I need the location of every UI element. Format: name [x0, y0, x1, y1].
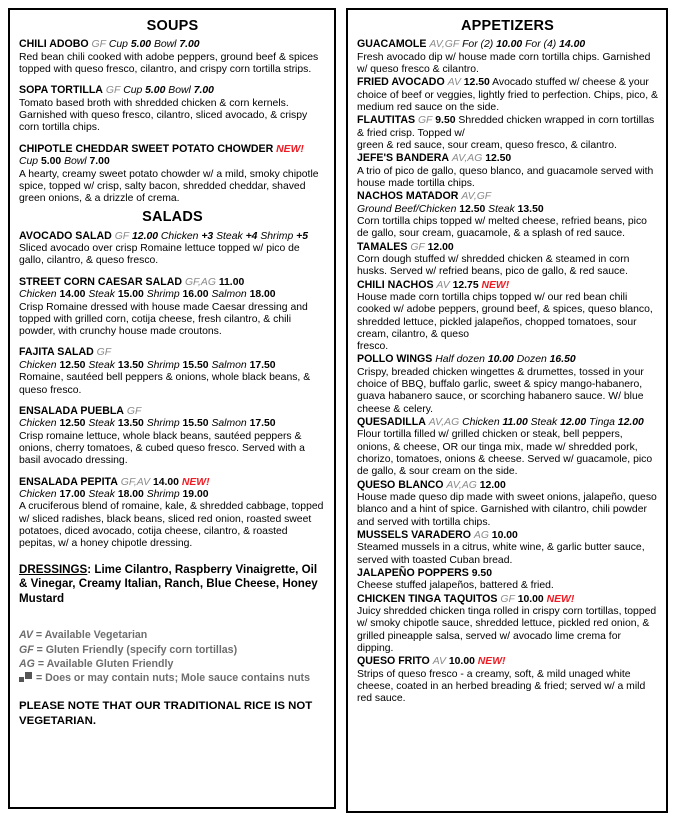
menu-item-description: Corn tortilla chips topped w/ melted cheese, refried beans, pico de gallo, sour cream, guacamole, & a splash of red sauce. — [357, 215, 647, 240]
dietary-code: GF — [96, 347, 112, 359]
dietary-code: GF — [410, 241, 425, 253]
menu-item-pricing: Cup 5.00 Bowl 7.00 — [108, 39, 200, 51]
menu-item-name: CHILI ADOBO — [19, 38, 89, 51]
menu-item-description: House made queso dip made with sweet onions, jalapeño, queso blanco and a hint of spice. Garnished with cilantro, chili powder and served with tortilla chips. — [357, 492, 657, 528]
dietary-code: GF,AV — [120, 476, 151, 488]
menu-item-subline: Chicken 12.50 Steak 13.50 Shrimp 15.50 Salmon 17.50 — [19, 418, 276, 430]
menu-item-chicken-tinga-taquitos — [357, 593, 658, 656]
dietary-code: GF — [114, 230, 130, 242]
dietary-code: AV,GF — [429, 39, 460, 51]
menu-item-name: CHILI NACHOS — [357, 278, 434, 291]
menu-item-pricing: Chicken 11.00 Steak 12.00 Tinga 12.00 — [462, 417, 644, 429]
menu-item-headline — [357, 479, 658, 492]
soups-item-list — [19, 38, 326, 205]
legend-row-gf — [19, 643, 326, 657]
salads-item-list — [19, 230, 326, 551]
dressings-list — [19, 563, 326, 607]
menu-item-name: AVOCADO SALAD — [19, 229, 112, 242]
menu-item-name: FAJITA SALAD — [19, 346, 94, 359]
menu-item-description: Romaine, sautéed bell peppers & onions, whole black beans, & queso fresco. — [19, 372, 311, 396]
menu-item-name: JEFE'S BANDERA — [357, 152, 449, 165]
menu-item-ensalada-pepita — [19, 476, 326, 551]
menu-item-guacamole — [357, 38, 658, 76]
menu-item-pricing: For (2) 10.00 For (4) 14.00 — [462, 39, 586, 51]
menu-item-description: Red bean chili cooked with adobe peppers, ground beef & spices topped with queso fresco, cilantro, and crispy corn tortilla strips. — [19, 51, 319, 76]
menu-item-avocado-salad — [19, 230, 326, 268]
menu-item-price: 11.00 — [218, 276, 245, 288]
menu-item-headline — [357, 114, 658, 140]
legend-row-av — [19, 628, 326, 642]
dietary-code: GF — [126, 405, 142, 417]
menu-item-description: Tomato based broth with shredded chicken & corn kernels. Garnished with queso fresco, cilantro, sliced avocado, & crispy corn tortilla chips. — [19, 97, 308, 134]
menu-item-subline: Chicken 17.00 Steak 18.00 Shrimp 19.00 — [19, 489, 209, 500]
menu-item-mussels-varadero — [357, 529, 658, 567]
legend-text-ag: = Available Gluten Friendly — [34, 657, 174, 670]
menu-item-name: FRIED AVOCADO — [357, 76, 445, 89]
menu-item-description: Crispy, breaded chicken wingettes & drumettes, tossed in your choice of BBQ, buffalo garlic, sweet & spicy mango-habanero, guava habanero sauce, or scorching habanero sauce. W/ blue cheese & celery. — [357, 366, 644, 415]
legend-row-ag — [19, 657, 326, 671]
menu-item-description: Fresh avocado dip w/ house made corn tortilla chips. Garnished w/ queso fresco & cilantro. — [357, 51, 651, 76]
menu-item-name: STREET CORN CAESAR SALAD — [19, 275, 183, 288]
menu-item-name: NACHOS MATADOR — [357, 190, 459, 203]
nut-squares-icon — [19, 672, 32, 682]
new-badge: NEW! — [181, 476, 210, 488]
menu-item-headline — [357, 76, 658, 114]
menu-item-description: Crisp Romaine dressed with house made Caesar dressing and topped with grilled corn, cotija cheese, fresh cilantro, & chili powder, with crunchy house made croutons. — [19, 301, 308, 338]
menu-item-price: 12.75 — [452, 279, 479, 291]
menu-item-subline: Chicken 12.50 Steak 13.50 Shrimp 15.50 Salmon 17.50 — [19, 359, 276, 371]
legend-row-nuts — [19, 671, 326, 685]
dressings-text: : Lime Cilantro, Raspberry Vinaigrette, Oil & Vinegar, Creamy Italian, Ranch, Blue Cheese, Honey Mustard — [19, 562, 318, 605]
menu-item-headline — [357, 567, 658, 580]
menu-item-headline — [357, 190, 658, 203]
menu-item-subline: Cup 5.00 Bowl 7.00 — [19, 156, 110, 168]
legend-abbr-av: AV — [19, 629, 33, 642]
menu-item-price: 9.50 — [471, 567, 492, 579]
dietary-code: GF — [105, 85, 121, 97]
menu-item-name: POLLO WINGS — [357, 353, 433, 366]
menu-item-price: 12.00 — [427, 241, 454, 253]
menu-item-headline — [357, 655, 658, 668]
menu-item-chipotle-cheddar-chowder — [19, 143, 326, 206]
menu-item-description: Cheese stuffed jalapeños, battered & fried. — [357, 580, 554, 592]
menu-item-fried-avocado — [357, 76, 658, 114]
legend-text-nuts: = Does or may contain nuts; Mole sauce contains nuts — [33, 671, 310, 684]
menu-item-headline — [19, 230, 326, 243]
menu-item-headline — [357, 279, 658, 292]
menu-item-name: JALAPEÑO POPPERS — [357, 566, 469, 579]
menu-item-price: 9.50 — [435, 115, 456, 127]
dressings-label: DRESSINGS — [19, 562, 88, 576]
menu-item-headline — [19, 84, 326, 97]
appetizers-panel — [346, 8, 668, 813]
menu-item-jefes-bandera — [357, 152, 658, 190]
menu-item-pricing: Cup 5.00 Bowl 7.00 — [123, 85, 214, 97]
menu-item-description: Strips of queso fresco - a creamy, soft, & mild unaged white cheese, coated in an herbed breading & fried; served w/ a mild red sauce. — [357, 668, 646, 705]
menu-item-description-cont: fresco. — [357, 341, 389, 353]
menu-item-price: 10.00 — [517, 593, 544, 605]
dietary-code: GF — [91, 39, 106, 51]
appetizers-item-list — [357, 38, 658, 705]
menu-item-chili-adobo — [19, 38, 326, 76]
menu-item-subline: Chicken 14.00 Steak 15.00 Shrimp 16.00 Salmon 18.00 — [19, 289, 276, 301]
soups-and-salads-panel — [8, 8, 336, 809]
section-heading-appetizers: APPETIZERS — [460, 18, 555, 34]
menu-item-description: Sliced avocado over crisp Romaine lettuce topped w/ pico de gallo, cilantro, & queso fresco. — [19, 243, 300, 267]
menu-item-headline — [19, 405, 326, 418]
menu-item-price: 14.00 — [152, 476, 179, 488]
dietary-code: AV — [436, 279, 450, 291]
menu-item-name: QUESO FRITO — [357, 655, 430, 668]
menu-item-headline — [19, 38, 326, 51]
menu-item-headline — [357, 38, 658, 51]
dietary-code: AG — [473, 529, 489, 541]
menu-item-tamales — [357, 241, 658, 279]
rice-notice: PLEASE NOTE THAT OUR TRADITIONAL RICE IS NOT VEGETARIAN. — [19, 700, 313, 727]
section-heading-soups: SOUPS — [146, 18, 199, 34]
menu-item-queso-blanco — [357, 479, 658, 529]
menu-item-description: Crisp romaine lettuce, whole black beans, sautéed peppers & onions, cherry tomatoes, & cubed queso fresco. Served with a basil avocado dressing. — [19, 430, 305, 467]
dietary-code: GF,AG — [184, 276, 216, 288]
legend-text-av: = Available Vegetarian — [32, 629, 148, 642]
menu-item-queso-frito — [357, 655, 658, 705]
legend-abbr-gf: GF — [19, 643, 34, 656]
dietary-code: AV,AG — [446, 479, 477, 491]
dietary-code: AV,AG — [451, 153, 483, 165]
new-badge: NEW! — [276, 143, 304, 155]
menu-item-description: Shredded chicken wrapped in corn tortillas & fried crisp. Topped w/ — [357, 115, 655, 139]
menu-item-pricing: 12.00 Chicken +3 Steak +4 Shrimp +5 — [132, 230, 308, 242]
menu-item-name: SOPA TORTILLA — [19, 84, 103, 97]
dietary-code: AV — [447, 77, 461, 89]
menu-item-street-corn-caesar-salad — [19, 276, 326, 339]
dietary-code: AV,GF — [461, 191, 492, 203]
menu-item-description: A hearty, creamy sweet potato chowder w/ a mild, smoky chipotle spice, topped w/ crisp, salty bacon, shredded cheddar, shaved green onions, & a drizzle of crema. — [19, 168, 319, 205]
menu-item-flautitas — [357, 114, 658, 152]
menu-item-chili-nachos — [357, 279, 658, 354]
section-heading-salads: SALADS — [142, 209, 203, 226]
menu-item-description: Flour tortilla filled w/ grilled chicken or steak, bell peppers, onions, & cheese, OR our tinga mix, made w/ shredded pork, chorizo, tomatoes, onions & cheese. Served w/ guacamole, pico de gallo, & sour cream on the side. — [357, 429, 653, 478]
legend-abbr-ag: AG — [19, 657, 35, 670]
menu-item-subline: Ground Beef/Chicken 12.50 Steak 13.50 — [357, 203, 544, 215]
menu-item-price: 10.00 — [491, 529, 518, 541]
menu-item-sopa-tortilla — [19, 84, 326, 134]
menu-item-name: GUACAMOLE — [357, 38, 427, 51]
menu-item-price: 10.00 — [448, 656, 475, 668]
menu-item-jalapeno-poppers — [357, 567, 658, 593]
menu-item-headline — [19, 476, 326, 489]
menu-item-ensalada-puebla — [19, 405, 326, 468]
menu-item-headline — [357, 416, 658, 429]
menu-item-name: TAMALES — [357, 240, 408, 253]
menu-item-headline — [19, 346, 326, 359]
menu-item-price: 12.00 — [479, 479, 506, 491]
menu-item-description: Steamed mussels in a citrus, white wine, & garlic butter sauce, served with toasted Cuban bread. — [357, 542, 645, 566]
menu-item-nachos-matador — [357, 190, 658, 240]
menu-item-price: 12.50 — [463, 77, 490, 89]
menu-item-name: CHICKEN TINGA TAQUITOS — [357, 592, 498, 605]
menu-item-headline — [357, 152, 658, 165]
menu-item-price: 12.50 — [485, 153, 512, 165]
menu-item-description-cont: green & red sauce, sour cream, queso fresco, & cilantro. — [357, 139, 617, 151]
menu-item-name: FLAUTITAS — [357, 114, 416, 127]
new-badge: NEW! — [546, 593, 575, 605]
menu-item-description: Avocado stuffed w/ cheese & your choice of beef or veggies, lightly fried to perfection. Chips, pico, & medium red sauce on the side. — [357, 77, 658, 113]
dietary-code: GF — [500, 593, 515, 605]
menu-item-pricing: Half dozen 10.00 Dozen 16.50 — [435, 354, 576, 366]
menu-item-pollo-wings — [357, 353, 658, 416]
menu-item-description: House made corn tortilla chips topped w/ our red bean chili cooked w/ adobe peppers, ground beef, & spices, queso blanco, shredded lettuce, pickled jalapeños, chopped tomatoes, sour cream, cilantro, & queso — [357, 291, 653, 340]
new-badge: NEW! — [481, 279, 510, 291]
menu-item-headline — [357, 353, 658, 366]
menu-item-quesadilla — [357, 416, 658, 479]
menu-item-name: QUESO BLANCO — [357, 478, 444, 491]
menu-item-headline — [19, 276, 326, 289]
menu-item-name: QUESADILLA — [357, 416, 426, 429]
menu-item-name: ENSALADA PUEBLA — [19, 404, 124, 417]
menu-item-name: MUSSELS VARADERO — [357, 528, 471, 541]
dietary-code: AV — [432, 656, 446, 668]
menu-item-name: ENSALADA PEPITA — [19, 475, 118, 488]
menu-item-headline — [357, 529, 658, 542]
new-badge: NEW! — [477, 656, 506, 668]
dietary-code: GF — [417, 115, 433, 127]
menu-item-description: A cruciferous blend of romaine, kale, & shredded cabbage, topped w/ sliced radishes, black beans, sliced red onion, roasted sweet potatoes, diced avocado, cotija cheese, cilantro, & roasted pepitas, w/ a honey chipotle dressing. — [19, 501, 324, 550]
menu-item-headline — [357, 241, 658, 254]
dietary-legend — [19, 628, 326, 685]
menu-item-description: Juicy shredded chicken tinga rolled in crispy corn tortillas, topped w/ smoky chipotle sauce, shredded lettuce, pickled red onion, & grilled pineapple salsa, served w/ avocado lime crema for dipping. — [357, 606, 657, 654]
menu-item-headline — [19, 143, 326, 156]
menu-item-description: Corn dough stuffed w/ shredded chicken & steamed in corn husks. Served w/ refried beans, pico de gallo, & red sauce. — [357, 253, 630, 278]
legend-text-gf: = Gluten Friendly (specify corn tortillas) — [33, 643, 238, 656]
menu-item-description: A trio of pico de gallo, queso blanco, and guacamole served with house made tortilla chips. — [357, 165, 654, 189]
menu-item-fajita-salad — [19, 346, 326, 396]
dietary-code: AV,AG — [428, 417, 460, 429]
menu-item-headline — [357, 593, 658, 606]
menu-item-name: CHIPOTLE CHEDDAR SWEET POTATO CHOWDER — [19, 142, 274, 155]
